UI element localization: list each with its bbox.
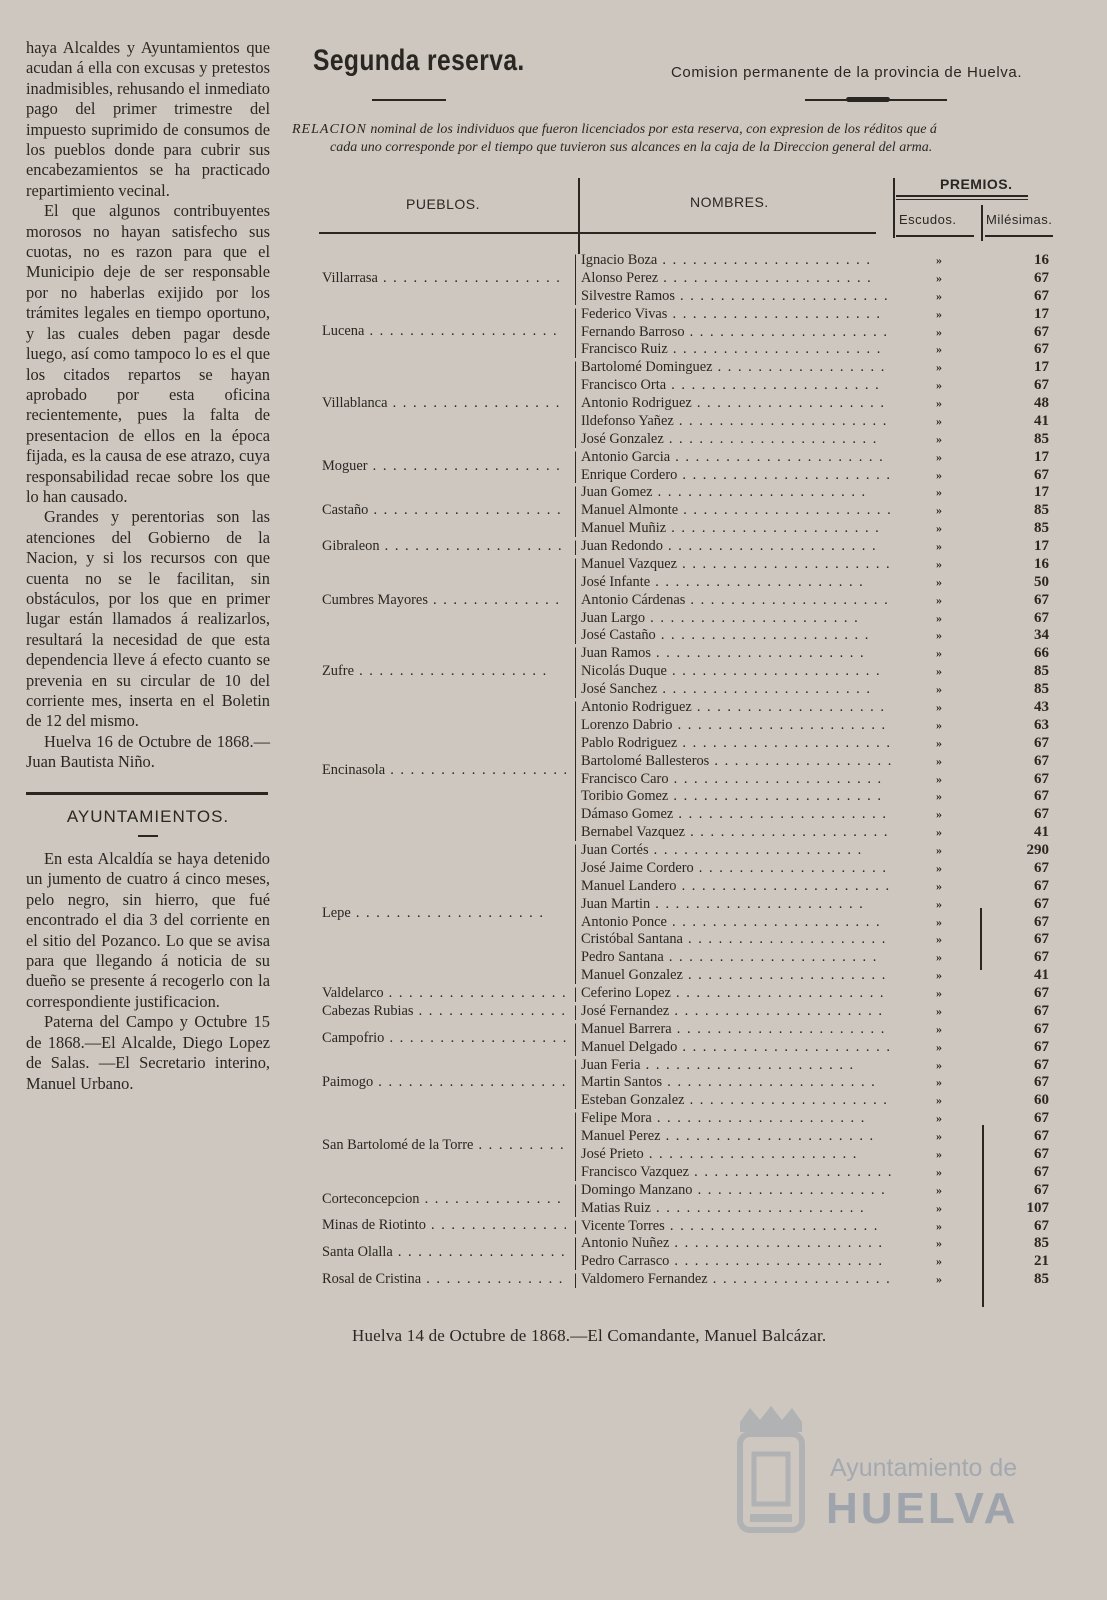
- row-milesimas: 67: [1034, 913, 1049, 930]
- row-escudos: »: [936, 1164, 942, 1179]
- row-milesimas: 67: [1034, 752, 1049, 769]
- row-escudos: »: [936, 843, 942, 858]
- row-name: Matias Ruiz . . .: [581, 1200, 891, 1217]
- row-name: Fernando Barroso . . .: [581, 324, 891, 341]
- row-name: Federico Vivas . . .: [581, 306, 891, 323]
- left-para-2: El que algunos contribuyentes morosos no hayan satisfecho sus cuotas, no es razon para que el Municipio deje de ser responsable por no haberlas exijido por los trámites legales en tiempo oportuno, y las cuales deben pagar desde luego, así como tampoco lo es el que los citados repartos se hayan aprobado por esta oficina recientemente, pues la falta de presentacion de ellos en la época fijada, es la causa de ese atrazo, cuya responsabilidad recae sobre los que lo han causado.: [26, 201, 270, 506]
- town-label: Lepe . . .: [322, 905, 566, 923]
- row-milesimas: 34: [1034, 627, 1049, 644]
- column-rule-fragment: [980, 908, 982, 970]
- commission-heading: Comision permanente de la provincia de Huelva.: [671, 64, 1023, 81]
- row-name: Juan Martin . . .: [581, 896, 891, 913]
- relacion-line-2: cada uno corresponde por el tiempo que tuvieron sus alcances en la caja de la Direccion general del arma.: [330, 140, 933, 155]
- row-milesimas: 67: [1034, 985, 1049, 1002]
- town-label: Rosal de Cristina . . .: [322, 1271, 566, 1289]
- row-escudos: »: [936, 253, 942, 267]
- col-header-pueblos: PUEBLOS.: [406, 196, 481, 212]
- town-brace: [575, 1237, 582, 1270]
- row-milesimas: 85: [1034, 681, 1049, 698]
- row-milesimas: 17: [1034, 484, 1049, 501]
- row-name: José Castaño . . .: [581, 627, 891, 644]
- table-row: [0, 949, 1107, 967]
- row-escudos: »: [936, 378, 942, 393]
- col-header-premios: PREMIOS.: [940, 176, 1013, 192]
- row-escudos: »: [936, 1200, 942, 1215]
- row-name: Dámaso Gomez . . .: [581, 806, 891, 823]
- row-escudos: »: [936, 288, 942, 303]
- row-name: Ceferino Lopez . . .: [581, 985, 891, 1002]
- row-milesimas: 67: [1034, 895, 1049, 912]
- town-brace: [575, 1184, 582, 1217]
- row-milesimas: 85: [1034, 663, 1049, 680]
- row-name: Manuel Vazquez . . .: [581, 556, 891, 573]
- row-name: Cristóbal Santana . . .: [581, 931, 891, 948]
- row-name: Manuel Barrera . . .: [581, 1021, 891, 1038]
- row-name: Antonio Rodriguez . . .: [581, 395, 891, 412]
- row-name: Ildefonso Yañez . . .: [581, 413, 891, 430]
- row-escudos: »: [936, 270, 942, 285]
- row-escudos: »: [936, 503, 942, 518]
- table-row: [0, 377, 1107, 395]
- row-name: Domingo Manzano . . .: [581, 1182, 891, 1199]
- table-row: [0, 252, 1107, 270]
- row-name: Manuel Landero . . .: [581, 878, 891, 895]
- row-milesimas: 41: [1034, 824, 1049, 841]
- row-escudos: »: [936, 449, 942, 464]
- watermark-line-2: HUELVA: [826, 1484, 1019, 1533]
- table-row: [0, 1057, 1107, 1075]
- row-escudos: »: [936, 539, 942, 554]
- town-brace: [575, 987, 582, 1002]
- row-escudos: »: [936, 1147, 942, 1161]
- row-milesimas: 67: [1034, 931, 1049, 948]
- row-milesimas: 290: [1026, 842, 1049, 859]
- row-milesimas: 17: [1034, 538, 1049, 555]
- town-label: Cabezas Rubias . . .: [322, 1003, 566, 1021]
- row-milesimas: 85: [1034, 430, 1049, 447]
- row-name: Manuel Delgado . . .: [581, 1039, 891, 1056]
- row-name: Antonio Rodriguez . . .: [581, 699, 891, 716]
- col-header-milesimas: Milésimas.: [986, 212, 1053, 227]
- table-row: [0, 1092, 1107, 1110]
- row-name: Pedro Carrasco . . .: [581, 1253, 891, 1270]
- row-milesimas: 67: [1034, 877, 1049, 894]
- table-row: [0, 520, 1107, 538]
- row-name: José Fernandez . . .: [581, 1003, 891, 1020]
- left-para-1: haya Alcaldes y Ayuntamientos que acudan á ella con excusas y pretestos inadmisibles, rehusando el inmediato pago del primer trimestre del impuesto suprimido de consumos de los pueblos donde para cubrir sus encabezamientos se ha practicado repartimiento vecinal.: [26, 38, 270, 200]
- column-rule-fragment-2: [982, 1125, 984, 1307]
- row-milesimas: 67: [1034, 1038, 1049, 1055]
- row-name: Manuel Gonzalez . . .: [581, 967, 891, 984]
- row-escudos: »: [936, 628, 942, 643]
- row-escudos: »: [936, 646, 942, 661]
- left-signature-1: Huelva 16 de Octubre de 1868.—Juan Bautista Niño.: [26, 731, 270, 772]
- town-label: Zufre . . .: [322, 663, 566, 681]
- row-milesimas: 67: [1034, 377, 1049, 394]
- row-escudos: »: [936, 485, 942, 500]
- row-name: Juan Ramos . . .: [581, 645, 891, 662]
- row-milesimas: 67: [1034, 1128, 1049, 1145]
- row-name: Felipe Mora . . .: [581, 1110, 891, 1127]
- row-name: José Gonzalez . . .: [581, 431, 891, 448]
- row-name: Francisco Vazquez . . .: [581, 1164, 891, 1181]
- row-escudos: »: [936, 968, 942, 983]
- table-row: [0, 824, 1107, 842]
- row-milesimas: 60: [1034, 1092, 1049, 1109]
- row-escudos: »: [936, 360, 942, 375]
- row-escudos: »: [936, 610, 942, 625]
- row-escudos: »: [936, 1129, 942, 1144]
- town-label: San Bartolomé de la Torre . . .: [322, 1137, 566, 1155]
- row-escudos: »: [936, 717, 942, 732]
- row-milesimas: 17: [1034, 359, 1049, 376]
- town-brace: [575, 451, 582, 484]
- row-escudos: »: [936, 1003, 942, 1018]
- row-name: Juan Cortés . . .: [581, 842, 891, 859]
- town-brace: [575, 1005, 582, 1020]
- row-escudos: »: [936, 1111, 942, 1126]
- footer-signature: Huelva 14 de Octubre de 1868.—El Comandante, Manuel Balcázar.: [352, 1326, 827, 1345]
- row-milesimas: 107: [1026, 1199, 1049, 1216]
- row-escudos: »: [936, 807, 942, 822]
- row-milesimas: 67: [1034, 949, 1049, 966]
- row-escudos: »: [936, 950, 942, 965]
- town-brace: [575, 486, 582, 537]
- milesimas-rule: [985, 235, 1053, 237]
- town-label: Corteconcepcion . . .: [322, 1191, 566, 1209]
- row-milesimas: 67: [1034, 770, 1049, 787]
- table-row: [0, 860, 1107, 878]
- town-label: Encinasola . . .: [322, 762, 566, 780]
- row-name: Juan Feria . . .: [581, 1057, 891, 1074]
- table-row: [0, 699, 1107, 717]
- town-label: Moguer . . .: [322, 458, 566, 476]
- row-escudos: »: [936, 825, 942, 840]
- row-escudos: »: [936, 306, 942, 321]
- table-row: [0, 967, 1107, 985]
- row-name: Antonio Nuñez . . .: [581, 1235, 891, 1252]
- town-brace: [575, 647, 582, 698]
- town-brace: [575, 558, 582, 644]
- left-para-5: En esta Alcaldía se haya detenido un jumento de cuatro á cinco meses, pelo negro, sin hierro, que fué encontrado el dia 3 del corriente en el sitio del Pozanco. Lo que se avisa para que llegando á noticia de su dueño se presente á recogerlo con la correspondiente justificacion.: [26, 849, 270, 1011]
- row-name: Manuel Perez . . .: [581, 1128, 891, 1145]
- town-label: Gibraleon . . .: [322, 538, 566, 556]
- row-name: Francisco Ruiz . . .: [581, 341, 891, 358]
- row-escudos: »: [936, 1218, 942, 1233]
- row-name: Toribio Gomez . . .: [581, 788, 891, 805]
- premios-rule-1: [896, 195, 1028, 197]
- row-escudos: »: [936, 682, 942, 697]
- row-escudos: »: [936, 735, 942, 750]
- row-name: Lorenzo Dabrio . . .: [581, 717, 891, 734]
- row-escudos: »: [936, 1093, 942, 1108]
- table-row: [0, 556, 1107, 574]
- row-escudos: »: [936, 914, 942, 929]
- row-name: José Infante . . .: [581, 574, 891, 591]
- town-label: Minas de Riotinto . . .: [322, 1217, 566, 1235]
- table-row: [0, 431, 1107, 449]
- row-milesimas: 67: [1034, 287, 1049, 304]
- row-escudos: »: [936, 396, 942, 411]
- row-milesimas: 41: [1034, 967, 1049, 984]
- left-signature-2: Paterna del Campo y Octubre 15 de 1868.—El Alcalde, Diego Lopez de Salas. —El Secretario interino, Manuel Urbano.: [26, 1012, 270, 1093]
- row-escudos: »: [936, 467, 942, 482]
- row-milesimas: 66: [1034, 645, 1049, 662]
- town-brace: [575, 1023, 582, 1056]
- row-name: Bernabel Vazquez . . .: [581, 824, 891, 841]
- town-brace: [575, 1220, 582, 1235]
- row-milesimas: 67: [1034, 1146, 1049, 1162]
- col-header-nombres: NOMBRES.: [690, 194, 769, 210]
- row-milesimas: 67: [1034, 609, 1049, 626]
- relacion-line-1: nominal de los individuos que fueron licenciados por esta reserva, con expresion de los réditos que á: [366, 122, 937, 137]
- row-escudos: »: [936, 700, 942, 714]
- row-name: Antonio Garcia . . .: [581, 449, 891, 466]
- row-escudos: »: [936, 431, 942, 446]
- row-name: Martin Santos . . .: [581, 1074, 891, 1091]
- row-escudos: »: [936, 896, 942, 911]
- table-row: [0, 1164, 1107, 1182]
- row-milesimas: 67: [1034, 1020, 1049, 1037]
- row-milesimas: 67: [1034, 269, 1049, 286]
- table-row: [0, 359, 1107, 377]
- row-escudos: »: [936, 986, 942, 1001]
- row-milesimas: 67: [1034, 1002, 1049, 1019]
- left-para-3: Grandes y perentorias son las atenciones del Gobierno de la Nacion, y si los recursos con que cuenta no se le facilitan, sin obstáculos, por los que en primer lugar están llamados á realizarlos, resultará la necesidad de que esta dependencia lleve á efecto cuanto se prevenia en su circular de 10 del corriente mes, inserta en el Boletin de 12 del mismo.: [26, 507, 270, 731]
- escudos-rule: [896, 235, 974, 237]
- town-brace: [575, 1112, 582, 1181]
- row-escudos: »: [936, 342, 942, 357]
- town-label: Villarrasa . . .: [322, 270, 566, 288]
- row-name: Juan Largo . . .: [581, 610, 891, 627]
- row-milesimas: 67: [1034, 341, 1049, 358]
- row-escudos: »: [936, 1039, 942, 1054]
- row-name: Valdomero Fernandez . . .: [581, 1271, 891, 1288]
- row-milesimas: 67: [1034, 859, 1049, 876]
- row-escudos: »: [936, 324, 942, 339]
- col-header-escudos: Escudos.: [899, 212, 957, 227]
- table-row: [0, 788, 1107, 806]
- row-name: Juan Redondo . . .: [581, 538, 891, 555]
- row-name: Nicolás Duque . . .: [581, 663, 891, 680]
- town-label: Castaño . . .: [322, 502, 566, 520]
- row-name: Ignacio Boza . . .: [581, 252, 891, 269]
- row-milesimas: 85: [1034, 1235, 1049, 1252]
- row-milesimas: 50: [1034, 573, 1049, 590]
- header-rule: [319, 232, 876, 234]
- row-milesimas: 67: [1034, 1217, 1049, 1234]
- row-escudos: »: [936, 932, 942, 947]
- row-escudos: »: [936, 771, 942, 786]
- row-escudos: »: [936, 1021, 942, 1036]
- row-milesimas: 85: [1034, 502, 1049, 519]
- town-label: Lucena . . .: [322, 323, 566, 341]
- row-name: Manuel Muñiz . . .: [581, 520, 891, 537]
- town-brace: [575, 844, 582, 984]
- row-milesimas: 67: [1034, 806, 1049, 823]
- town-label: Valdelarco . . .: [322, 985, 566, 1003]
- town-brace: [575, 308, 582, 359]
- header-divider-2: [893, 178, 895, 238]
- premios-divider: [981, 205, 983, 241]
- table-row: [0, 288, 1107, 306]
- row-milesimas: 67: [1034, 1181, 1049, 1198]
- row-name: Antonio Ponce . . .: [581, 914, 891, 931]
- town-brace: [575, 254, 582, 305]
- table-row: [0, 627, 1107, 645]
- table-row: [0, 484, 1107, 502]
- row-name: Alonso Perez . . .: [581, 270, 891, 287]
- row-milesimas: 67: [1034, 1056, 1049, 1073]
- header-divider-1: [578, 178, 580, 254]
- row-name: Bartolomé Ballesteros . . .: [581, 753, 891, 770]
- section-title-ayuntamientos: AYUNTAMIENTOS.: [66, 806, 230, 826]
- table-row: [0, 842, 1107, 860]
- row-escudos: »: [936, 556, 942, 571]
- town-brace: [575, 540, 582, 555]
- page-title: Segunda reserva.: [313, 44, 525, 77]
- table-row: [0, 806, 1107, 824]
- row-name: Francisco Orta . . .: [581, 377, 891, 394]
- row-name: Antonio Cárdenas . . .: [581, 592, 891, 609]
- table-row: [0, 1110, 1107, 1128]
- row-milesimas: 41: [1034, 412, 1049, 429]
- table-row: [0, 681, 1107, 699]
- row-escudos: »: [936, 574, 942, 589]
- row-escudos: »: [936, 860, 942, 875]
- relacion-description: [292, 121, 1082, 157]
- city-seal-watermark: [726, 1402, 816, 1552]
- row-milesimas: 63: [1034, 716, 1049, 733]
- row-escudos: »: [936, 413, 942, 428]
- town-brace: [575, 701, 582, 841]
- town-brace: [575, 1273, 582, 1288]
- ornament-dot: [846, 97, 890, 102]
- table-row: [0, 735, 1107, 753]
- row-escudos: »: [936, 1057, 942, 1072]
- row-milesimas: 67: [1034, 323, 1049, 340]
- table-row: [0, 645, 1107, 663]
- row-escudos: »: [936, 878, 942, 893]
- row-milesimas: 67: [1034, 788, 1049, 805]
- table-row: [0, 341, 1107, 359]
- row-name: Pedro Santana . . .: [581, 949, 891, 966]
- table-row: [0, 717, 1107, 735]
- row-milesimas: 67: [1034, 1074, 1049, 1091]
- town-label: Campofrio . . .: [322, 1030, 566, 1048]
- town-label: Villablanca . . .: [322, 395, 566, 413]
- row-milesimas: 17: [1034, 305, 1049, 322]
- town-label: Santa Olalla . . .: [322, 1244, 566, 1262]
- table-row: [0, 931, 1107, 949]
- row-escudos: »: [936, 1254, 942, 1269]
- town-label: Cumbres Mayores . . .: [322, 592, 566, 610]
- row-milesimas: 67: [1034, 1110, 1049, 1127]
- row-name: Pablo Rodriguez . . .: [581, 735, 891, 752]
- table-row: [0, 878, 1107, 896]
- row-escudos: »: [936, 753, 942, 768]
- row-escudos: »: [936, 592, 942, 607]
- row-escudos: »: [936, 664, 942, 679]
- premios-rule-2: [896, 199, 1028, 200]
- row-milesimas: 16: [1034, 252, 1049, 268]
- row-escudos: »: [936, 789, 942, 804]
- town-brace: [575, 1059, 582, 1110]
- table-row: [0, 306, 1107, 324]
- row-milesimas: 16: [1034, 555, 1049, 572]
- row-escudos: »: [936, 1075, 942, 1090]
- row-name: José Sanchez . . .: [581, 681, 891, 698]
- table-row: [0, 413, 1107, 431]
- table-row: [0, 574, 1107, 592]
- row-name: Vicente Torres . . .: [581, 1218, 891, 1235]
- relacion-lead: RELACION: [292, 122, 367, 137]
- row-name: Enrique Cordero . . .: [581, 467, 891, 484]
- table-row: [0, 610, 1107, 628]
- row-name: José Prieto . . .: [581, 1146, 891, 1163]
- town-label: Paimogo . . .: [322, 1074, 566, 1092]
- row-escudos: »: [936, 1182, 942, 1197]
- row-milesimas: 67: [1034, 1163, 1049, 1180]
- row-escudos: »: [936, 521, 942, 536]
- row-milesimas: 17: [1034, 448, 1049, 465]
- row-escudos: »: [936, 1236, 942, 1251]
- row-milesimas: 85: [1034, 520, 1049, 537]
- row-milesimas: 21: [1034, 1253, 1049, 1270]
- town-brace: [575, 361, 582, 447]
- row-milesimas: 48: [1034, 395, 1049, 412]
- row-name: Esteban Gonzalez . . .: [581, 1092, 891, 1109]
- row-name: Bartolomé Dominguez . . .: [581, 359, 891, 376]
- watermark-line-1: Ayuntamiento de: [830, 1454, 1018, 1482]
- ornament-rule-left: [372, 99, 446, 101]
- row-milesimas: 43: [1034, 699, 1049, 715]
- row-milesimas: 67: [1034, 591, 1049, 608]
- row-milesimas: 67: [1034, 734, 1049, 751]
- row-name: Silvestre Ramos . . .: [581, 288, 891, 305]
- row-milesimas: 67: [1034, 466, 1049, 483]
- row-name: Manuel Almonte . . .: [581, 502, 891, 519]
- row-name: José Jaime Cordero . . .: [581, 860, 891, 877]
- row-name: Juan Gomez . . .: [581, 484, 891, 501]
- row-milesimas: 85: [1034, 1271, 1049, 1288]
- row-name: Francisco Caro . . .: [581, 771, 891, 788]
- row-escudos: »: [936, 1272, 942, 1287]
